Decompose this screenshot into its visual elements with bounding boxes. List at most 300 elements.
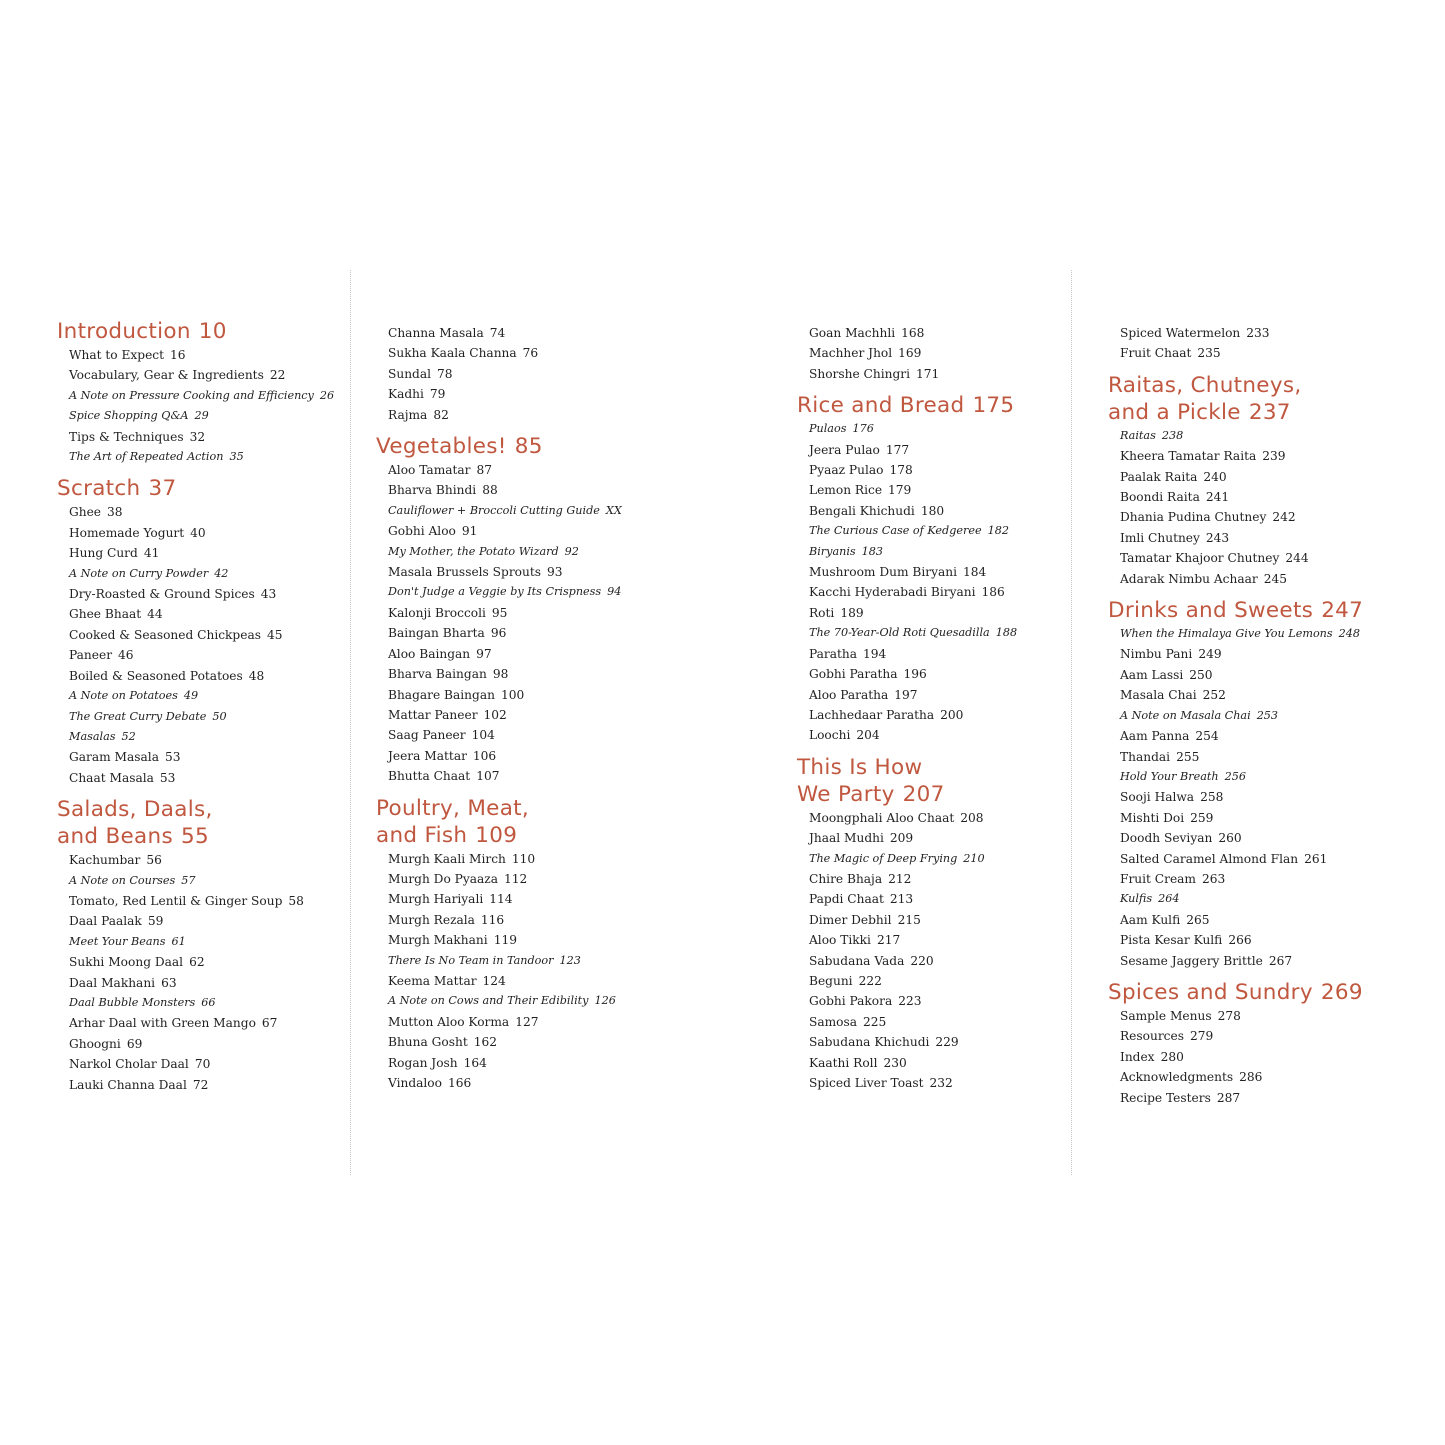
entry-page: 217 (876, 933, 901, 948)
toc-entry (1120, 930, 1408, 950)
entry-page: 16 (170, 348, 186, 362)
toc-entry (69, 973, 342, 993)
entry-page: 114 (489, 892, 513, 907)
toc-entry (388, 384, 676, 404)
toc-entry (69, 686, 342, 706)
entry-title: Channa Masala (388, 326, 484, 340)
entry-title: Raitas (1120, 428, 1156, 442)
entry-title: Pyaaz Pulao (809, 463, 884, 478)
entry-page: 287 (1216, 1090, 1241, 1105)
entry-title: Bhagare Baingan (388, 687, 495, 702)
entry-page: 88 (482, 483, 498, 498)
entry-page: 22 (269, 368, 286, 383)
entry-title: Ghee Bhaat (69, 607, 142, 622)
entry-list (376, 460, 676, 787)
entry-page: 182 (987, 524, 1009, 538)
entry-title: Lauki Channa Daal (69, 1077, 187, 1092)
entry-title: Roti (809, 605, 835, 620)
toc-section (1108, 589, 1408, 971)
toc-entry (1120, 665, 1408, 685)
toc-entry (388, 685, 676, 705)
entry-page: 112 (503, 871, 528, 886)
entry-title: Arhar Daal with Green Mango (69, 1016, 256, 1031)
entry-list (57, 502, 342, 788)
entry-title: Index (1120, 1049, 1155, 1064)
entry-title: Aloo Tikki (809, 933, 871, 948)
entry-page: 102 (483, 707, 507, 722)
toc-entry (809, 869, 1067, 889)
section-heading-page: 247 (1321, 598, 1364, 624)
toc-entry (809, 685, 1067, 705)
toc-entry (1120, 726, 1408, 746)
section-heading-title-cont: and a Pickle (1108, 399, 1241, 425)
entry-title: Thandai (1120, 749, 1171, 764)
toc-section (1108, 971, 1408, 1108)
entry-title: The Art of Repeated Action (69, 450, 224, 464)
entry-list (1108, 323, 1408, 364)
entry-title: Chaat Masala (69, 770, 154, 785)
section-heading-title: Spices and Sundry (1108, 979, 1313, 1005)
toc-entry (388, 1032, 676, 1052)
entry-title: Kheera Tamatar Raita (1120, 449, 1257, 464)
entry-title: Papdi Chaat (809, 892, 884, 907)
entry-title: Tips & Techniques (69, 429, 184, 444)
entry-page: 69 (126, 1036, 143, 1051)
toc-section (1108, 364, 1408, 589)
toc-entry (69, 747, 342, 767)
entry-title: Spiced Watermelon (1120, 326, 1241, 340)
section-heading (797, 754, 1067, 808)
entry-title: Murgh Rezala (388, 912, 475, 927)
toc-entry (1120, 706, 1408, 726)
entry-title: Aam Kulfi (1120, 912, 1181, 927)
entry-title: Aloo Paratha (809, 687, 889, 702)
entry-title: Doodh Seviyan (1120, 831, 1213, 846)
entry-title: Baingan Bharta (388, 626, 485, 641)
entry-page: 267 (1268, 953, 1293, 968)
entry-title: Resources (1120, 1029, 1184, 1044)
entry-title: Rogan Josh (388, 1055, 458, 1070)
entry-page: 67 (261, 1016, 278, 1031)
entry-page: 41 (143, 546, 160, 561)
entry-page: 225 (863, 1014, 887, 1029)
section-heading-page: 109 (475, 822, 518, 848)
entry-title: Bhuna Gosht (388, 1035, 468, 1050)
entry-page: 43 (260, 587, 277, 602)
entry-title: Ghee (69, 505, 102, 520)
entry-title: Mutton Aloo Korma (388, 1014, 510, 1029)
entry-title: Vindaloo (388, 1076, 442, 1090)
toc-entry (809, 521, 1067, 541)
toc-entry (388, 1073, 676, 1093)
entry-page: 100 (500, 687, 525, 702)
entry-page: 104 (471, 728, 495, 743)
entry-title: Dhania Pudina Chutney (1120, 510, 1267, 525)
entry-page: 235 (1197, 346, 1221, 361)
toc-entry (69, 447, 342, 467)
section-gap (57, 788, 342, 796)
toc-entry (69, 727, 342, 747)
entry-title: Lachhedaar Paratha (809, 707, 935, 722)
toc-column-3 (797, 323, 1067, 1093)
toc-entry (1120, 1026, 1408, 1046)
entry-page: 209 (889, 831, 914, 846)
section-heading (1108, 372, 1408, 426)
toc-section (1108, 323, 1408, 364)
entry-list (797, 419, 1067, 746)
entry-page: 239 (1262, 449, 1286, 464)
entry-title: Masala Brussels Sprouts (388, 565, 541, 580)
entry-page: 252 (1202, 688, 1226, 703)
entry-page: 280 (1160, 1049, 1184, 1064)
toc-entry (388, 725, 676, 745)
entry-title: Boiled & Seasoned Potatoes (69, 668, 243, 683)
entry-title: A Note on Courses (69, 873, 176, 887)
entry-title: Spice Shopping Q&A (69, 409, 189, 423)
entry-page: 248 (1338, 627, 1360, 641)
toc-entry (69, 604, 342, 624)
section-gap (57, 467, 342, 475)
section-heading-title: Scratch (57, 476, 141, 502)
entry-title: Boondi Raita (1120, 490, 1200, 505)
toc-entry (69, 1034, 342, 1054)
toc-column-4 (1108, 323, 1408, 1108)
entry-title: Cooked & Seasoned Chickpeas (69, 627, 261, 642)
entry-page: 46 (118, 648, 134, 663)
toc-entry (1120, 624, 1408, 644)
entry-page: 107 (476, 769, 500, 784)
entry-page: 72 (192, 1077, 209, 1092)
section-heading-page: 269 (1320, 979, 1363, 1005)
entry-page: 208 (960, 810, 984, 825)
entry-title: Ghoogni (69, 1036, 121, 1051)
toc-entry (388, 460, 676, 480)
entry-page: 45 (266, 627, 283, 642)
toc-entry (1120, 487, 1408, 507)
toc-entry (388, 869, 676, 889)
section-heading (376, 433, 676, 460)
entry-page: 279 (1189, 1029, 1214, 1044)
entry-list (376, 323, 676, 425)
entry-title: Chire Bhaja (809, 871, 883, 886)
toc-entry (809, 991, 1067, 1011)
entry-page: 57 (181, 873, 196, 887)
entry-page: 66 (201, 995, 216, 1009)
entry-title: Aam Panna (1120, 729, 1190, 744)
entry-page: 265 (1186, 912, 1210, 927)
entry-title: Rajma (388, 407, 428, 422)
entry-title: Vocabulary, Gear & Ingredients (69, 368, 264, 383)
entry-title: A Note on Curry Powder (69, 566, 209, 580)
toc-section (376, 323, 676, 425)
section-heading-title: Rice and Bread (797, 393, 965, 419)
entry-page: 106 (472, 748, 497, 763)
column-divider (350, 270, 351, 1175)
entry-page: 171 (916, 366, 940, 381)
toc-entry (388, 991, 676, 1011)
toc-entry (388, 405, 676, 425)
entry-title: Pista Kesar Kulfi (1120, 933, 1223, 948)
entry-page: 286 (1239, 1070, 1263, 1085)
entry-page: 213 (889, 892, 914, 907)
section-heading (1108, 597, 1408, 624)
toc-entry (69, 564, 342, 584)
entry-title: Murgh Makhani (388, 933, 488, 948)
section-heading-title-cont: and Beans (57, 824, 173, 850)
entry-list (797, 323, 1067, 384)
entry-page: 188 (995, 626, 1018, 640)
entry-list (1108, 624, 1408, 971)
section-heading-title: Poultry, Meat, (376, 795, 530, 821)
entry-title: Meet Your Beans (69, 934, 166, 948)
toc-entry (388, 930, 676, 950)
entry-page: 278 (1217, 1008, 1241, 1023)
entry-title: Kulfis (1120, 892, 1153, 906)
entry-title: Shorshe Chingri (809, 366, 910, 381)
toc-entry (809, 1073, 1067, 1093)
entry-page: 97 (476, 646, 492, 661)
entry-page: 82 (433, 407, 449, 422)
entry-page: 124 (482, 973, 506, 988)
entry-page: 42 (214, 566, 229, 580)
entry-page: 91 (461, 524, 478, 539)
entry-page: 32 (189, 429, 206, 444)
entry-page: 177 (885, 442, 910, 457)
section-heading (57, 796, 342, 850)
entry-title: What to Expect (69, 348, 165, 362)
entry-page: 180 (920, 503, 945, 518)
toc-entry (809, 1053, 1067, 1073)
entry-page: 164 (463, 1055, 487, 1070)
toc-entry (1120, 951, 1408, 971)
entry-page: 127 (515, 1014, 539, 1029)
entry-page: 116 (480, 912, 505, 927)
toc-entry (69, 1013, 342, 1033)
entry-list (57, 345, 342, 467)
entry-list (376, 849, 676, 1094)
toc-entry (809, 480, 1067, 500)
toc-entry (1120, 849, 1408, 869)
toc-entry (1120, 1047, 1408, 1067)
entry-page: 233 (1246, 326, 1270, 340)
entry-page: 253 (1256, 708, 1279, 722)
section-heading-title-cont: and Fish (376, 822, 468, 848)
section-heading (376, 795, 676, 849)
entry-title: Masala Chai (1120, 688, 1197, 703)
section-gap (797, 384, 1067, 392)
toc-entry (388, 603, 676, 623)
entry-title: Adarak Nimbu Achaar (1120, 571, 1258, 586)
toc-section (376, 425, 676, 787)
entry-page: 250 (1189, 667, 1213, 682)
entry-title: Sesame Jaggery Brittle (1120, 953, 1263, 968)
entry-title: When the Himalaya Give You Lemons (1120, 627, 1333, 641)
entry-page: 58 (288, 893, 304, 908)
section-heading-title: This Is How (797, 754, 923, 780)
entry-title: Sukhi Moong Daal (69, 955, 184, 970)
entry-page: 223 (898, 994, 922, 1009)
entry-page: 266 (1228, 933, 1252, 948)
toc-entry (1120, 528, 1408, 548)
entry-page: 220 (910, 953, 934, 968)
entry-title: Daal Paalak (69, 914, 142, 929)
entry-page: 62 (189, 955, 205, 970)
toc-entry (809, 644, 1067, 664)
entry-title: Recipe Testers (1120, 1090, 1211, 1105)
entry-title: Gobhi Paratha (809, 667, 898, 682)
entry-title: Sabudana Vada (809, 953, 905, 968)
entry-page: 176 (852, 422, 874, 436)
entry-title: Bengali Khichudi (809, 503, 915, 518)
toc-entry (388, 971, 676, 991)
entry-page: 179 (888, 483, 912, 498)
section-gap (376, 425, 676, 433)
entry-page: 245 (1263, 571, 1287, 586)
toc-entry (69, 1075, 342, 1095)
entry-title: Acknowledgments (1120, 1070, 1234, 1085)
entry-title: Paneer (69, 648, 113, 663)
entry-title: Fruit Cream (1120, 871, 1196, 886)
toc-entry (388, 521, 676, 541)
toc-entry (388, 889, 676, 909)
entry-title: Jeera Pulao (809, 442, 880, 457)
toc-entry (809, 828, 1067, 848)
section-heading-page: 237 (1248, 399, 1291, 425)
toc-entry (1120, 426, 1408, 446)
section-heading-title: Salads, Daals, (57, 797, 213, 823)
entry-title: Paratha (809, 646, 858, 661)
entry-page: 230 (883, 1055, 907, 1070)
entry-title: Keema Mattar (388, 973, 477, 988)
toc-entry (1120, 808, 1408, 828)
toc-entry (1120, 644, 1408, 664)
entry-page: 241 (1205, 490, 1230, 505)
toc-section (797, 746, 1067, 1094)
entry-page: 215 (897, 912, 921, 927)
entry-title: Mattar Paneer (388, 707, 478, 722)
entry-page: 169 (898, 346, 922, 361)
entry-title: Bharva Bhindi (388, 483, 477, 498)
entry-page: 238 (1161, 428, 1184, 442)
toc-entry (809, 1012, 1067, 1032)
toc-entry (1120, 323, 1408, 343)
toc-entry (809, 343, 1067, 363)
entry-title: Pulaos (809, 422, 847, 436)
toc-column-1 (57, 318, 342, 1095)
toc-entry (388, 1012, 676, 1032)
section-gap (797, 746, 1067, 754)
toc-entry (1120, 910, 1408, 930)
toc-entry (1120, 446, 1408, 466)
toc-entry (388, 501, 676, 521)
entry-page: 123 (559, 953, 581, 967)
entry-title: Samosa (809, 1014, 858, 1029)
entry-title: Daal Makhani (69, 975, 156, 990)
entry-title: Garam Masala (69, 750, 159, 765)
toc-entry (69, 427, 342, 447)
entry-page: 44 (147, 607, 163, 622)
entry-title: Bharva Baingan (388, 667, 487, 682)
entry-page: 264 (1158, 892, 1180, 906)
toc-entry (69, 645, 342, 665)
section-heading-page: 207 (902, 781, 945, 807)
section-gap (1108, 364, 1408, 372)
entry-title: Machher Jhol (809, 346, 893, 361)
entry-page: 260 (1218, 831, 1242, 846)
entry-title: Kacchi Hyderabadi Biryani (809, 585, 976, 600)
toc-entry (388, 644, 676, 664)
entry-page: 204 (856, 728, 880, 743)
entry-page: 93 (547, 565, 563, 580)
toc-entry (388, 480, 676, 500)
toc-entry (809, 562, 1067, 582)
entry-page: 92 (564, 544, 579, 558)
entry-page: 26 (319, 388, 335, 402)
entry-title: Sooji Halwa (1120, 790, 1195, 805)
entry-page: 49 (183, 689, 199, 703)
entry-title: Sample Menus (1120, 1008, 1212, 1023)
toc-entry (809, 910, 1067, 930)
toc-entry (1120, 828, 1408, 848)
section-heading-title: Drinks and Sweets (1108, 598, 1314, 624)
toc-entry (388, 766, 676, 786)
entry-title: Kadhi (388, 387, 424, 402)
toc-entry (809, 323, 1067, 343)
toc-entry (1120, 569, 1408, 589)
toc-section (57, 467, 342, 788)
toc-entry (69, 365, 342, 385)
entry-title: Narkol Cholar Daal (69, 1057, 189, 1072)
toc-entry (69, 952, 342, 972)
toc-entry (388, 364, 676, 384)
entry-page: 222 (858, 973, 882, 988)
toc-entry (388, 705, 676, 725)
toc-entry (69, 850, 342, 870)
entry-title: Mushroom Dum Biryani (809, 565, 957, 580)
entry-title: Imli Chutney (1120, 530, 1200, 545)
toc-entry (69, 891, 342, 911)
entry-title: Lemon Rice (809, 483, 883, 498)
entry-title: The Great Curry Debate (69, 709, 207, 723)
entry-title: Fruit Chaat (1120, 346, 1192, 361)
entry-page: 50 (212, 709, 227, 723)
toc-entry (809, 930, 1067, 950)
entry-page: 48 (248, 668, 265, 683)
toc-entry (69, 871, 342, 891)
toc-entry (69, 625, 342, 645)
entry-title: Moongphali Aloo Chaat (809, 810, 955, 825)
toc-section (797, 323, 1067, 384)
entry-page: 254 (1195, 729, 1219, 744)
toc-entry (809, 419, 1067, 439)
entry-page: 256 (1224, 769, 1246, 783)
toc-entry (388, 582, 676, 602)
toc-entry (388, 542, 676, 562)
toc-section (376, 787, 676, 1094)
section-heading-page: 85 (514, 434, 543, 460)
entry-title: The 70-Year-Old Roti Quesadilla (809, 626, 990, 640)
entry-page: 52 (121, 729, 136, 743)
toc-entry (388, 1053, 676, 1073)
toc-entry (69, 523, 342, 543)
section-heading-page: 10 (198, 319, 227, 344)
entry-title: My Mother, the Potato Wizard (388, 544, 559, 558)
toc-entry (388, 910, 676, 930)
toc-entry (69, 502, 342, 522)
entry-page: 162 (473, 1035, 497, 1050)
toc-entry (1120, 1067, 1408, 1087)
entry-title: Jeera Mattar (388, 748, 467, 763)
